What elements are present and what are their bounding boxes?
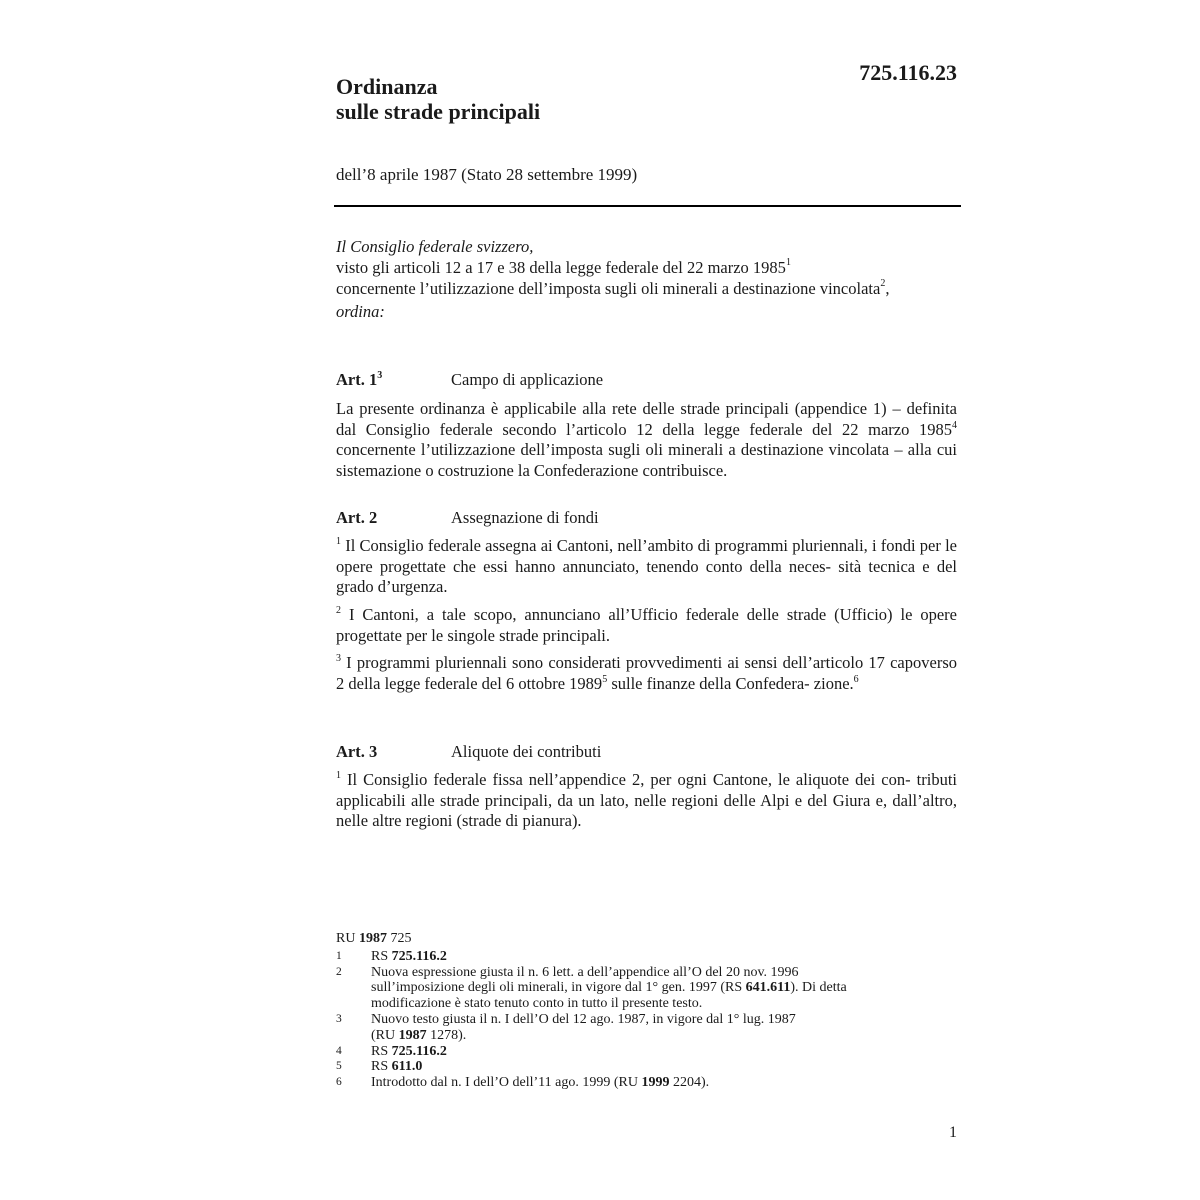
footnote-2: 2 Nuova espressione giusta il n. 6 lett. a dell’appendice all’O del 20 nov. 1996 sull’imposizione degli oli minerali, in vigore dal 1° gen. 1997 (RS 641.611). Di detta modificazione è stato tenuto conto in tutto il presente testo. (336, 964, 847, 1012)
preamble (336, 236, 961, 322)
footnote-number: 4 (336, 1044, 342, 1057)
header-divider (334, 205, 961, 207)
footnote-5: 5 RS 611.0 (336, 1059, 423, 1075)
footnote-ref-4[interactable]: 4 (952, 419, 957, 431)
sr-number: 725.116.23 (859, 60, 957, 85)
footnote-4: 4 RS 725.116.2 (336, 1043, 447, 1059)
preamble-ordina: ordina: (336, 302, 385, 321)
date-line: dell’8 aprile 1987 (Stato 28 settembre 1999) (336, 165, 638, 184)
footnote-number: 5 (336, 1060, 342, 1073)
footnote-ref-5[interactable]: 5 (602, 673, 608, 685)
footnote-ref-3[interactable]: 3 (377, 370, 383, 381)
article-2-heading (336, 508, 961, 528)
article-3-title: Aliquote dei contributi (451, 742, 602, 761)
title-line-1: Ordinanza (336, 74, 438, 99)
article-1-paragraph: La presente ordinanza è applicabile alla rete delle strade principali (appendice 1) – definita dal Consiglio federale secondo l’articolo 12 della legge federale del 22 marzo 1985$^4$ concernente l’utilizzazione dell’imposta sugli oli minerali a destinazione vincolata – alla cui sistemazione o costruzione la Confederazione contribuisce. (336, 399, 957, 480)
preamble-line-1-text: visto gli articoli 12 a 17 e 38 della legge federale del 22 marzo 1985 (336, 258, 786, 277)
article-1-number: Art. $1^3$ (336, 370, 383, 389)
footnote-ref-6[interactable]: 6 (853, 673, 859, 685)
footnote-number: 2 (336, 965, 342, 978)
preamble-line-2-end: , (885, 279, 890, 298)
footnote-number: 3 (336, 1012, 342, 1025)
article-1-heading (336, 370, 961, 390)
title-line-2: sulle strade principali (336, 99, 541, 124)
article-3-heading (336, 742, 961, 762)
article-2-number: Art. 2 (336, 508, 378, 527)
paragraph-number: 1 (336, 536, 341, 547)
footnote-3: 3 Nuovo testo giusta il n. I dell’O del 12 ago. 1987, in vigore dal 1° lug. 1987 (RU 1987 1278). (336, 1011, 796, 1043)
preamble-line-2-text: concernente l’utilizzazione dell’imposta sugli oli minerali a destinazione vincolata (336, 279, 881, 298)
article-2-title: Assegnazione di fondi (451, 508, 599, 527)
paragraph-number: 3 (336, 653, 341, 664)
footnote-1: 1 RS 725.116.2 (336, 948, 447, 964)
footnotes (336, 931, 961, 1091)
page-number: 1 (949, 1124, 957, 1141)
article-2-paragraph-2: $^2$ I Cantoni, a tale scopo, annunciano all’Ufficio federale delle strade (Ufficio) le opere progettate per le singole strade principali. (336, 605, 957, 645)
paragraph-number: 2 (336, 605, 341, 616)
footnote-number: 6 (336, 1076, 342, 1089)
article-1-title: Campo di applicazione (451, 370, 604, 389)
article-3-number: Art. 3 (336, 742, 378, 761)
footnote-6: 6 Introdotto dal n. I dell’O dell’11 ago. 1999 (RU 1999 2204). (336, 1075, 710, 1091)
footnote-number: 1 (336, 949, 342, 962)
article-3-paragraph-1: $^1$ Il Consiglio federale fissa nell’appendice 2, per ogni Cantone, le aliquote dei con- tributi applicabili alle strade principali, da un lato, nelle regioni delle Alpi e del Giura e, dall’altro, nelle altre regioni (strade di pianura). (336, 770, 957, 830)
paragraph-number: 1 (336, 770, 341, 781)
ru-reference: RU 1987 725 (336, 931, 412, 946)
footnote-ref-1[interactable]: 1 (785, 257, 791, 268)
article-2-paragraph-3: $^3$ I programmi pluriennali sono considerati provvedimenti ai sensi dell’articolo 17 capoverso 2 della legge federale del 6 ottobre 1989$^5$ sulle finanze della Confedera- zione.$^6$ (336, 653, 957, 693)
preamble-line-2 (336, 278, 961, 299)
preamble-authority: Il Consiglio federale svizzero, (336, 237, 534, 256)
page-title (336, 74, 540, 124)
article-2-paragraph-1: $^1$ Il Consiglio federale assegna ai Cantoni, nell’ambito di programmi pluriennali, i fondi per le opere progettate che essi hanno annunciato, tenendo conto della neces- sità tecnica e del grado d’urgenza. (336, 536, 957, 596)
footnote-ref-2[interactable]: 2 (880, 278, 886, 289)
preamble-line-1 (336, 257, 961, 278)
